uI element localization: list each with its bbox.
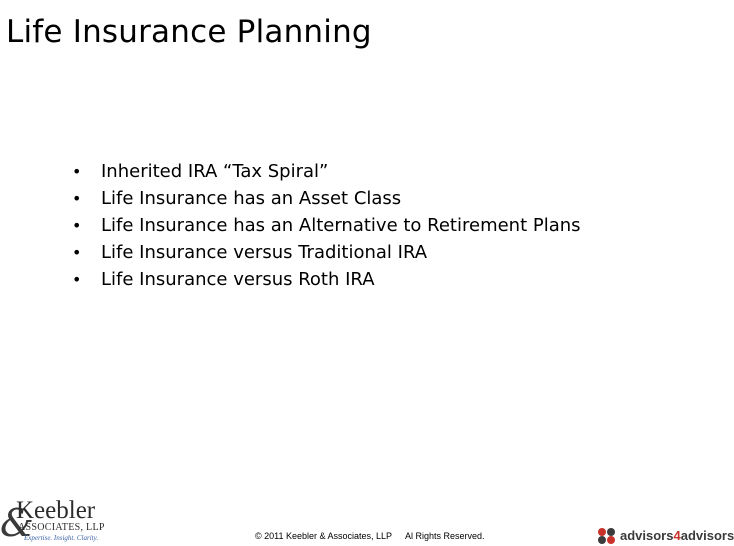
mark-circle-tl: [598, 528, 606, 536]
bullet-text: Life Insurance has an Alternative to Retirement Plans: [101, 215, 581, 236]
wordmark-suffix: advisors: [680, 528, 734, 543]
footer-copyright: © 2011 Keebler & Associates, LLP: [255, 531, 393, 541]
mark-circle-bl: [598, 536, 606, 544]
advisors4advisors-mark-icon: [597, 527, 617, 545]
keebler-logo: [0, 497, 105, 545]
bullet-item: [72, 212, 581, 239]
slide-title: Life Insurance Planning: [6, 14, 372, 50]
bullet-text: Life Insurance versus Roth IRA: [101, 269, 375, 290]
keebler-logo-tagline: Expertise. Insight. Clarity.: [24, 534, 99, 542]
advisors4advisors-wordmark: [620, 528, 734, 544]
advisors4advisors-logo: [597, 527, 734, 545]
bullet-dot-icon: •: [72, 270, 82, 289]
keebler-logo-ampersand: &: [0, 501, 34, 545]
mark-circle-tr: [607, 528, 615, 536]
bullet-item: [72, 266, 581, 293]
wordmark-prefix: advisors: [620, 528, 674, 543]
mark-circle-br: [607, 536, 615, 544]
bullet-item: [72, 239, 581, 266]
bullet-dot-icon: •: [72, 216, 82, 235]
bullet-dot-icon: •: [72, 189, 82, 208]
bullet-list: [72, 158, 581, 293]
bullet-dot-icon: •: [72, 243, 82, 262]
bullet-dot-icon: •: [72, 162, 82, 181]
bullet-text: Life Insurance versus Traditional IRA: [101, 242, 428, 263]
keebler-logo-subtitle: ASSOCIATES, LLP: [18, 522, 105, 533]
bullet-item: [72, 158, 581, 185]
keebler-logo-name: Keebler: [16, 497, 96, 524]
bullet-text: Inherited IRA “Tax Spiral”: [101, 161, 329, 182]
wordmark-four: 4: [673, 528, 681, 543]
footer-rights: Al Rights Reserved.: [405, 531, 485, 541]
bullet-item: [72, 185, 581, 212]
bullet-text: Life Insurance has an Asset Class: [101, 188, 402, 209]
